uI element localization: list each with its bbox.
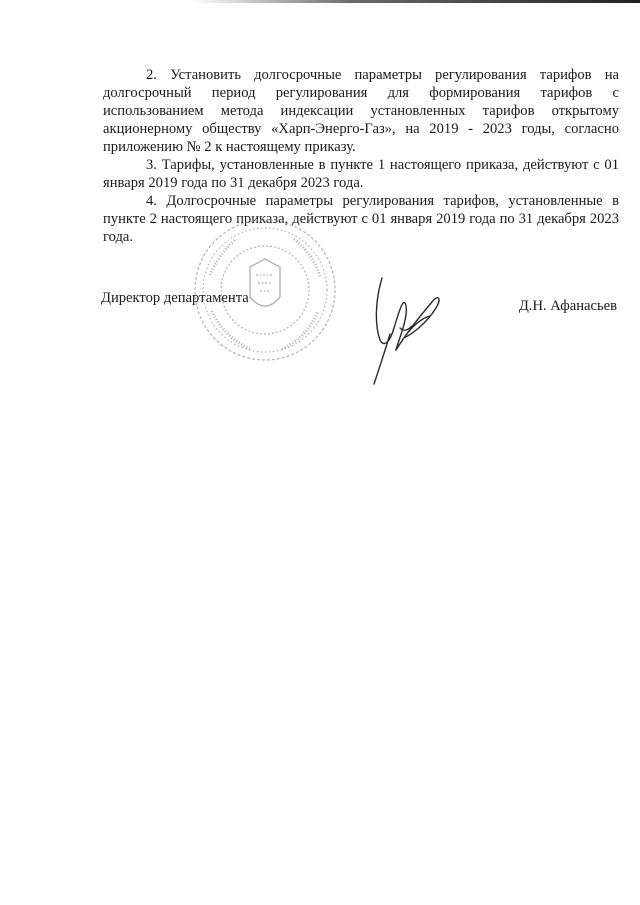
signatory-position: Директор департамента xyxy=(101,290,249,306)
paragraph-2: 2. Установить долгосрочные параметры регулирования тарифов на долгосрочный период регулирования для формирования тарифов с использованием метода индексации установленных тарифов открытому акционерному обществу «Харп-Энерго-Газ», на 2019 - 2023 годы, согласно приложению № 2 к настоящему приказу. xyxy=(103,67,619,155)
signature-block xyxy=(101,290,619,314)
document-body xyxy=(103,66,619,246)
signatory-name: Д.Н. Афанасьев xyxy=(518,298,617,314)
paragraph-4: 4. Долгосрочные параметры регулирования тарифов, установленные в пункте 2 настоящего приказа, действуют с 01 января 2019 года по 31 декабря 2023 года. xyxy=(103,193,619,245)
scan-top-edge xyxy=(0,0,640,3)
paragraph-3: 3. Тарифы, установленные в пункте 1 настоящего приказа, действуют с 01 января 2019 года по 31 декабря 2023 года. xyxy=(103,157,619,191)
handwritten-signature-icon xyxy=(360,268,450,388)
